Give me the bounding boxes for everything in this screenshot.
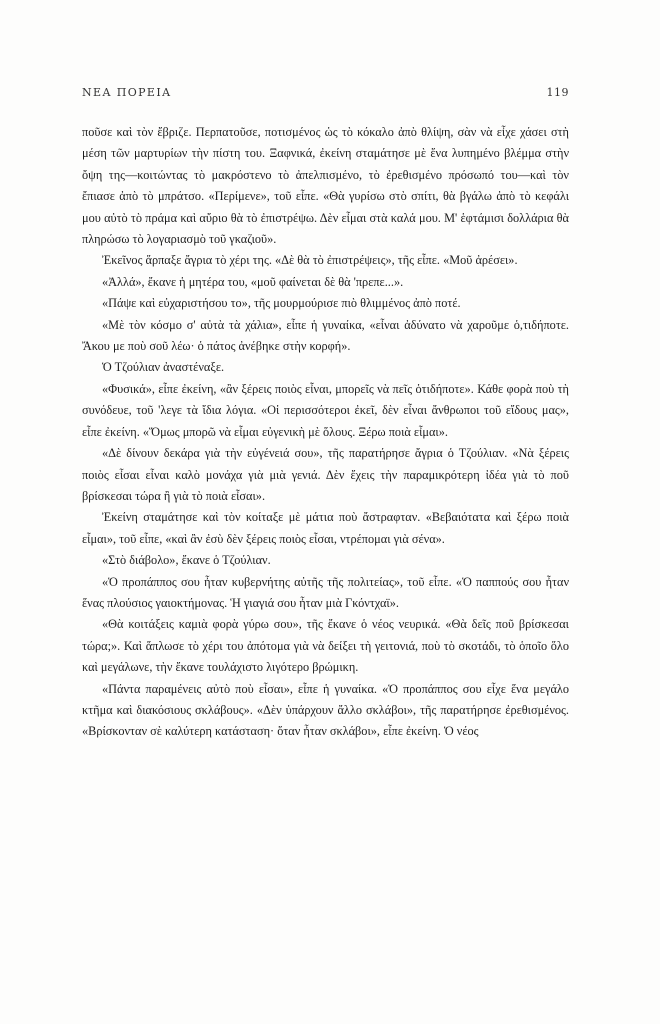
- paragraph: «Φυσικά», εἶπε ἐκείνη, «ἂν ξέρεις ποιὸς εἶναι, μπορεῖς νὰ πεῖς ὁτιδήποτε». Κάθε φορὰ ποὺ τὴ συνόδευε, τοῦ 'λεγε τὰ ἴδια λόγια. «Οἱ περισσότεροι ἐκεῖ, δὲν εἶναι ἄνθρωποι τοῦ εἴδους μας», εἶπε ἐκείνη. «Ὅμως μπορῶ νὰ εἶμαι εὐγενικὴ μὲ ὅλους. Ξέρω ποιὰ εἶμαι».: [82, 381, 569, 439]
- paragraph: Ἐκεῖνος ἅρπαξε ἄγρια τὸ χέρι της. «Δὲ θὰ τὸ ἐπιστρέψεις», τῆς εἶπε. «Μοῦ ἀρέσει».: [102, 253, 518, 268]
- paragraph: Ἐκείνη σταμάτησε καὶ τὸν κοίταξε μὲ μάτια ποὺ ἄστραφταν. «Βεβαιότατα καὶ ξέρω ποιὰ εἶμαι», τοῦ εἶπε, «καὶ ἂν ἐσὺ δὲν ξέρεις ποιὸς εἶσαι, ντρέπομαι γιὰ σένα».: [82, 510, 569, 546]
- running-head: [82, 86, 569, 102]
- paragraph: «Θὰ κοιτάξεις καμιὰ φορὰ γύρω σου», τῆς ἔκανε ὁ νέος νευρικά. «Θὰ δεῖς ποῦ βρίσκεσαι τώρα;». Καὶ ἅπλωσε τὸ χέρι του ἀπότομα γιὰ νὰ δείξει τὴ γειτονιά, ποὺ τὸ σκοτάδι, τὸ ὁποῖο ὅλο καὶ μεγάλωνε, τὴν ἔκανε τουλάχιστο λιγότερο βρώμικη.: [82, 617, 569, 675]
- page-number: 119: [546, 86, 569, 99]
- paragraph: Ὁ Τζούλιαν ἀναστέναξε.: [102, 360, 225, 375]
- running-title: ΝΕΑ ΠΟΡΕΙΑ: [82, 86, 172, 99]
- paragraph: «Πάψε καὶ εὐχαριστήσου το», τῆς μουρμούρισε πιὸ θλιμμένος ἀπὸ ποτέ.: [102, 296, 461, 311]
- paragraph: ποῦσε καὶ τὸν ἔβριζε. Περπατοῦσε, ποτισμένος ὡς τὸ κόκαλο ἀπὸ θλίψη, σὰν νὰ εἶχε χάσει στὴ μέση τῶν μαρτυρίων τὴν πίστη του. Ξαφνικά, ἐκείνη σταμάτησε μὲ ἕνα λυπημένο βλέμμα στὴν ὄψη της—κοιτώντας τὸ μακρόστενο τὸ ἀπελπισμένο, τὸ ἐρεθισμένο πρόσωπό του—καὶ τὸν ἔπιασε ἀπὸ τὸ μπράτσο. «Περίμενε», τοῦ εἶπε. «Θὰ γυρίσω στὸ σπίτι, θὰ βγάλω ἀπὸ τὸ κεφάλι μου αὐτὸ τὸ πράμα καὶ αὔριο θὰ τὸ ἐπιστρέψω. Δὲν εἶμαι στὰ καλά μου. Μ' ἑφτάμισι δολλάρια θὰ πληρώσω τὸ λογαριασμὸ τοῦ γκαζιοῦ».: [82, 125, 569, 247]
- paragraph: «Μὲ τὸν κόσμο σ' αὐτὰ τὰ χάλια», εἶπε ἡ γυναίκα, «εἶναι ἀδύνατο νὰ χαροῦμε ὁ,τιδήποτε. Ἄκου με ποὺ σοῦ λέω· ὁ πάτος ἀνέβηκε στὴν κορφή».: [82, 317, 569, 354]
- paragraph: «Πάντα παραμένεις αὐτὸ ποὺ εἶσαι», εἶπε ἡ γυναίκα. «Ὁ προπάππος σου εἶχε ἕνα μεγάλο κτῆμα καὶ διακόσιους σκλάβους». «Δὲν ὑπάρχουν ἄλλο σκλάβοι», τῆς παρατήρησε ἐρεθισμένος. «Βρίσκονταν σὲ καλύτερη κατάσταση· ὅταν ἦταν σκλάβοι», εἶπε ἐκείνη. Ὁ νέος: [82, 681, 569, 739]
- paragraph: «Δὲ δίνουν δεκάρα γιὰ τὴν εὐγένειά σου», τῆς παρατήρησε ἄγρια ὁ Τζούλιαν. «Νὰ ξέρεις ποιὸς εἶσαι εἶναι καλὸ μονάχα γιὰ μιὰ γενιά. Δὲν ἔχεις τὴν παραμικρότερη ἰδέα γιὰ τὸ ποῦ βρίσκεσαι τώρα ἢ γιὰ τὸ ποιὰ εἶσαι».: [82, 446, 569, 503]
- paragraph: «Στὸ διάβολο», ἔκανε ὁ Τζούλιαν.: [102, 553, 271, 568]
- paragraph: «Ὁ προπάππος σου ἦταν κυβερνήτης αὐτῆς τῆς πολιτείας», τοῦ εἶπε. «Ὁ παππούς σου ἦταν ἕνας πλούσιος γαιοκτήμονας. Ἡ γιαγιά σου ἦταν μιὰ Γκόντχαϊ».: [82, 574, 569, 610]
- body-text: [82, 122, 569, 743]
- paragraph: «Ἀλλά», ἔκανε ἡ μητέρα του, «μοῦ φαίνεται δὲ θὰ 'πρεπε...».: [102, 274, 404, 289]
